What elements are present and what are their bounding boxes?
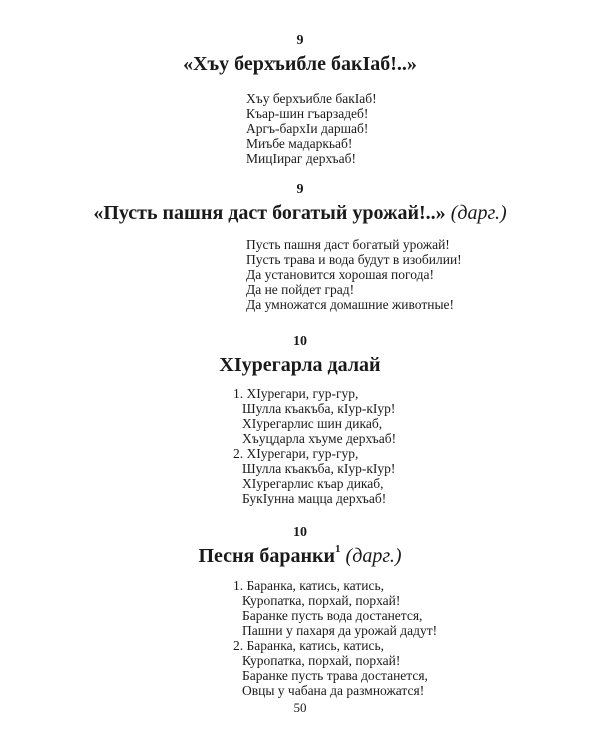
- song-title-text: «Хъу берхъибле бакIаб!..»: [183, 53, 417, 75]
- language-note: (дарг.): [450, 202, 507, 224]
- verse-block: [246, 91, 377, 166]
- verse-block: [233, 578, 437, 698]
- song-title: [0, 52, 600, 76]
- verse-line: Да установится хорошая погода!: [246, 267, 434, 282]
- song-title: [0, 201, 600, 225]
- song-title: [0, 544, 600, 568]
- footnote-ref: 1: [335, 543, 341, 556]
- song-number: 9: [296, 182, 304, 197]
- verse-line: Хъуцдарла хъуме дерхъаб!: [242, 431, 397, 446]
- verse-line: Аргъ-бархIи даршаб!: [246, 121, 369, 136]
- verse-line: Да умножатся домашние животные!: [246, 297, 455, 312]
- verse-block: [246, 237, 462, 312]
- song-number: 10: [293, 334, 307, 349]
- verse-line: ХIурегарлис къар дикаб,: [242, 476, 384, 491]
- verse-block: [233, 386, 396, 506]
- language-note: (дарг.): [345, 545, 402, 567]
- verse-line: 2. ХIурегари, гур-гур,: [233, 446, 359, 461]
- verse-line: Пашни у пахаря да урожай дадут!: [242, 623, 438, 638]
- verse-line: Хъу берхъибле бакIаб!: [246, 91, 377, 106]
- verse-line: Куропатка, порхай, порхай!: [242, 653, 401, 668]
- verse-line: Пусть пашня даст богатый урожай!: [246, 237, 450, 252]
- verse-line: Овцы у чабана да размножатся!: [242, 683, 425, 698]
- verse-line: Шулла къакъба, кIур-кIур!: [242, 401, 396, 416]
- verse-line: 1. ХIурегари, гур-гур,: [233, 386, 359, 401]
- verse-line: МицIираг дерхъаб!: [246, 151, 357, 166]
- verse-line: ХIурегарлис шин дикаб,: [242, 416, 383, 431]
- song-title-text: Песня баранки: [198, 545, 336, 567]
- verse-line: Баранке пусть трава достанется,: [242, 668, 428, 683]
- song-number: 10: [293, 525, 307, 540]
- song-title-text: ХIурегарла далай: [219, 354, 381, 376]
- song-number: 9: [296, 33, 304, 48]
- verse-line: Къар-шин гъарзадеб!: [246, 106, 369, 121]
- verse-line: 2. Баранка, катись, катись,: [233, 638, 384, 653]
- song-title: [0, 353, 600, 377]
- song-title-text: «Пусть пашня даст богатый урожай!..»: [93, 202, 446, 224]
- verse-line: Миъбе мадаркьаб!: [246, 136, 353, 151]
- verse-line: 1. Баранка, катись, катись,: [233, 578, 384, 593]
- verse-line: Куропатка, порхай, порхай!: [242, 593, 401, 608]
- verse-line: Да не пойдет град!: [246, 282, 355, 297]
- verse-line: Пусть трава и вода будут в изобилии!: [246, 252, 462, 267]
- verse-line: Баранке пусть вода достанется,: [242, 608, 423, 623]
- page-number: 50: [293, 700, 307, 715]
- verse-line: БукIунна мацца дерхъаб!: [242, 491, 387, 506]
- verse-line: Шулла къакъба, кIур-кIур!: [242, 461, 396, 476]
